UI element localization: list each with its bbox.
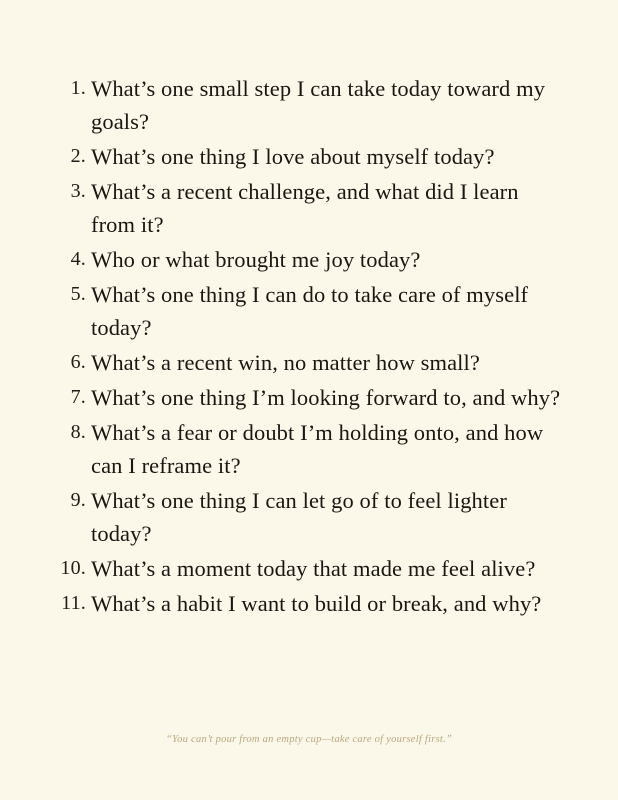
list-item: [52, 278, 566, 344]
list-item-text: What’s one small step I can take today toward my goals?: [91, 76, 546, 134]
list-item: [52, 552, 566, 585]
list-item-text: What’s one thing I love about myself today?: [91, 144, 495, 169]
list-item-text: What’s one thing I’m looking forward to, and why?: [91, 385, 561, 410]
list-item-text: What’s a moment today that made me feel alive?: [91, 556, 536, 581]
list-item-text: Who or what brought me joy today?: [91, 247, 421, 272]
list-item-number: 11.: [61, 592, 86, 614]
list-item-text: What’s a recent win, no matter how small?: [91, 350, 480, 375]
list-item-number: 10.: [60, 557, 86, 579]
list-item: [52, 587, 566, 620]
list-item-number: 2.: [70, 145, 86, 167]
list-item-number: 7.: [70, 386, 86, 408]
list-item: [52, 140, 566, 173]
list-item-number: 4.: [70, 248, 86, 270]
list-item-number: 6.: [70, 351, 86, 373]
list-item: [52, 381, 566, 414]
list-item-number: 5.: [70, 283, 86, 305]
list-item: [52, 346, 566, 379]
list-item-text: What’s a habit I want to build or break, and why?: [91, 591, 542, 616]
list-item-number: 1.: [70, 77, 86, 99]
list-item-number: 9.: [70, 489, 86, 511]
list-item-text: What’s one thing I can let go of to feel lighter today?: [91, 488, 507, 546]
list-item: [52, 175, 566, 241]
list-item-number: 3.: [70, 180, 86, 202]
list-item-number: 8.: [70, 421, 86, 443]
list-item-text: What’s a recent challenge, and what did I learn from it?: [91, 179, 519, 237]
list-item-text: What’s a fear or doubt I’m holding onto, and how can I reframe it?: [91, 420, 544, 478]
list-item-text: What’s one thing I can do to take care of myself today?: [91, 282, 529, 340]
footer-quote: “You can’t pour from an empty cup—take care of yourself first.”: [165, 734, 453, 745]
journal-prompt-list: [52, 72, 566, 622]
list-item: [52, 243, 566, 276]
list-item: [52, 72, 566, 138]
list-item: [52, 484, 566, 550]
list-item: [52, 416, 566, 482]
